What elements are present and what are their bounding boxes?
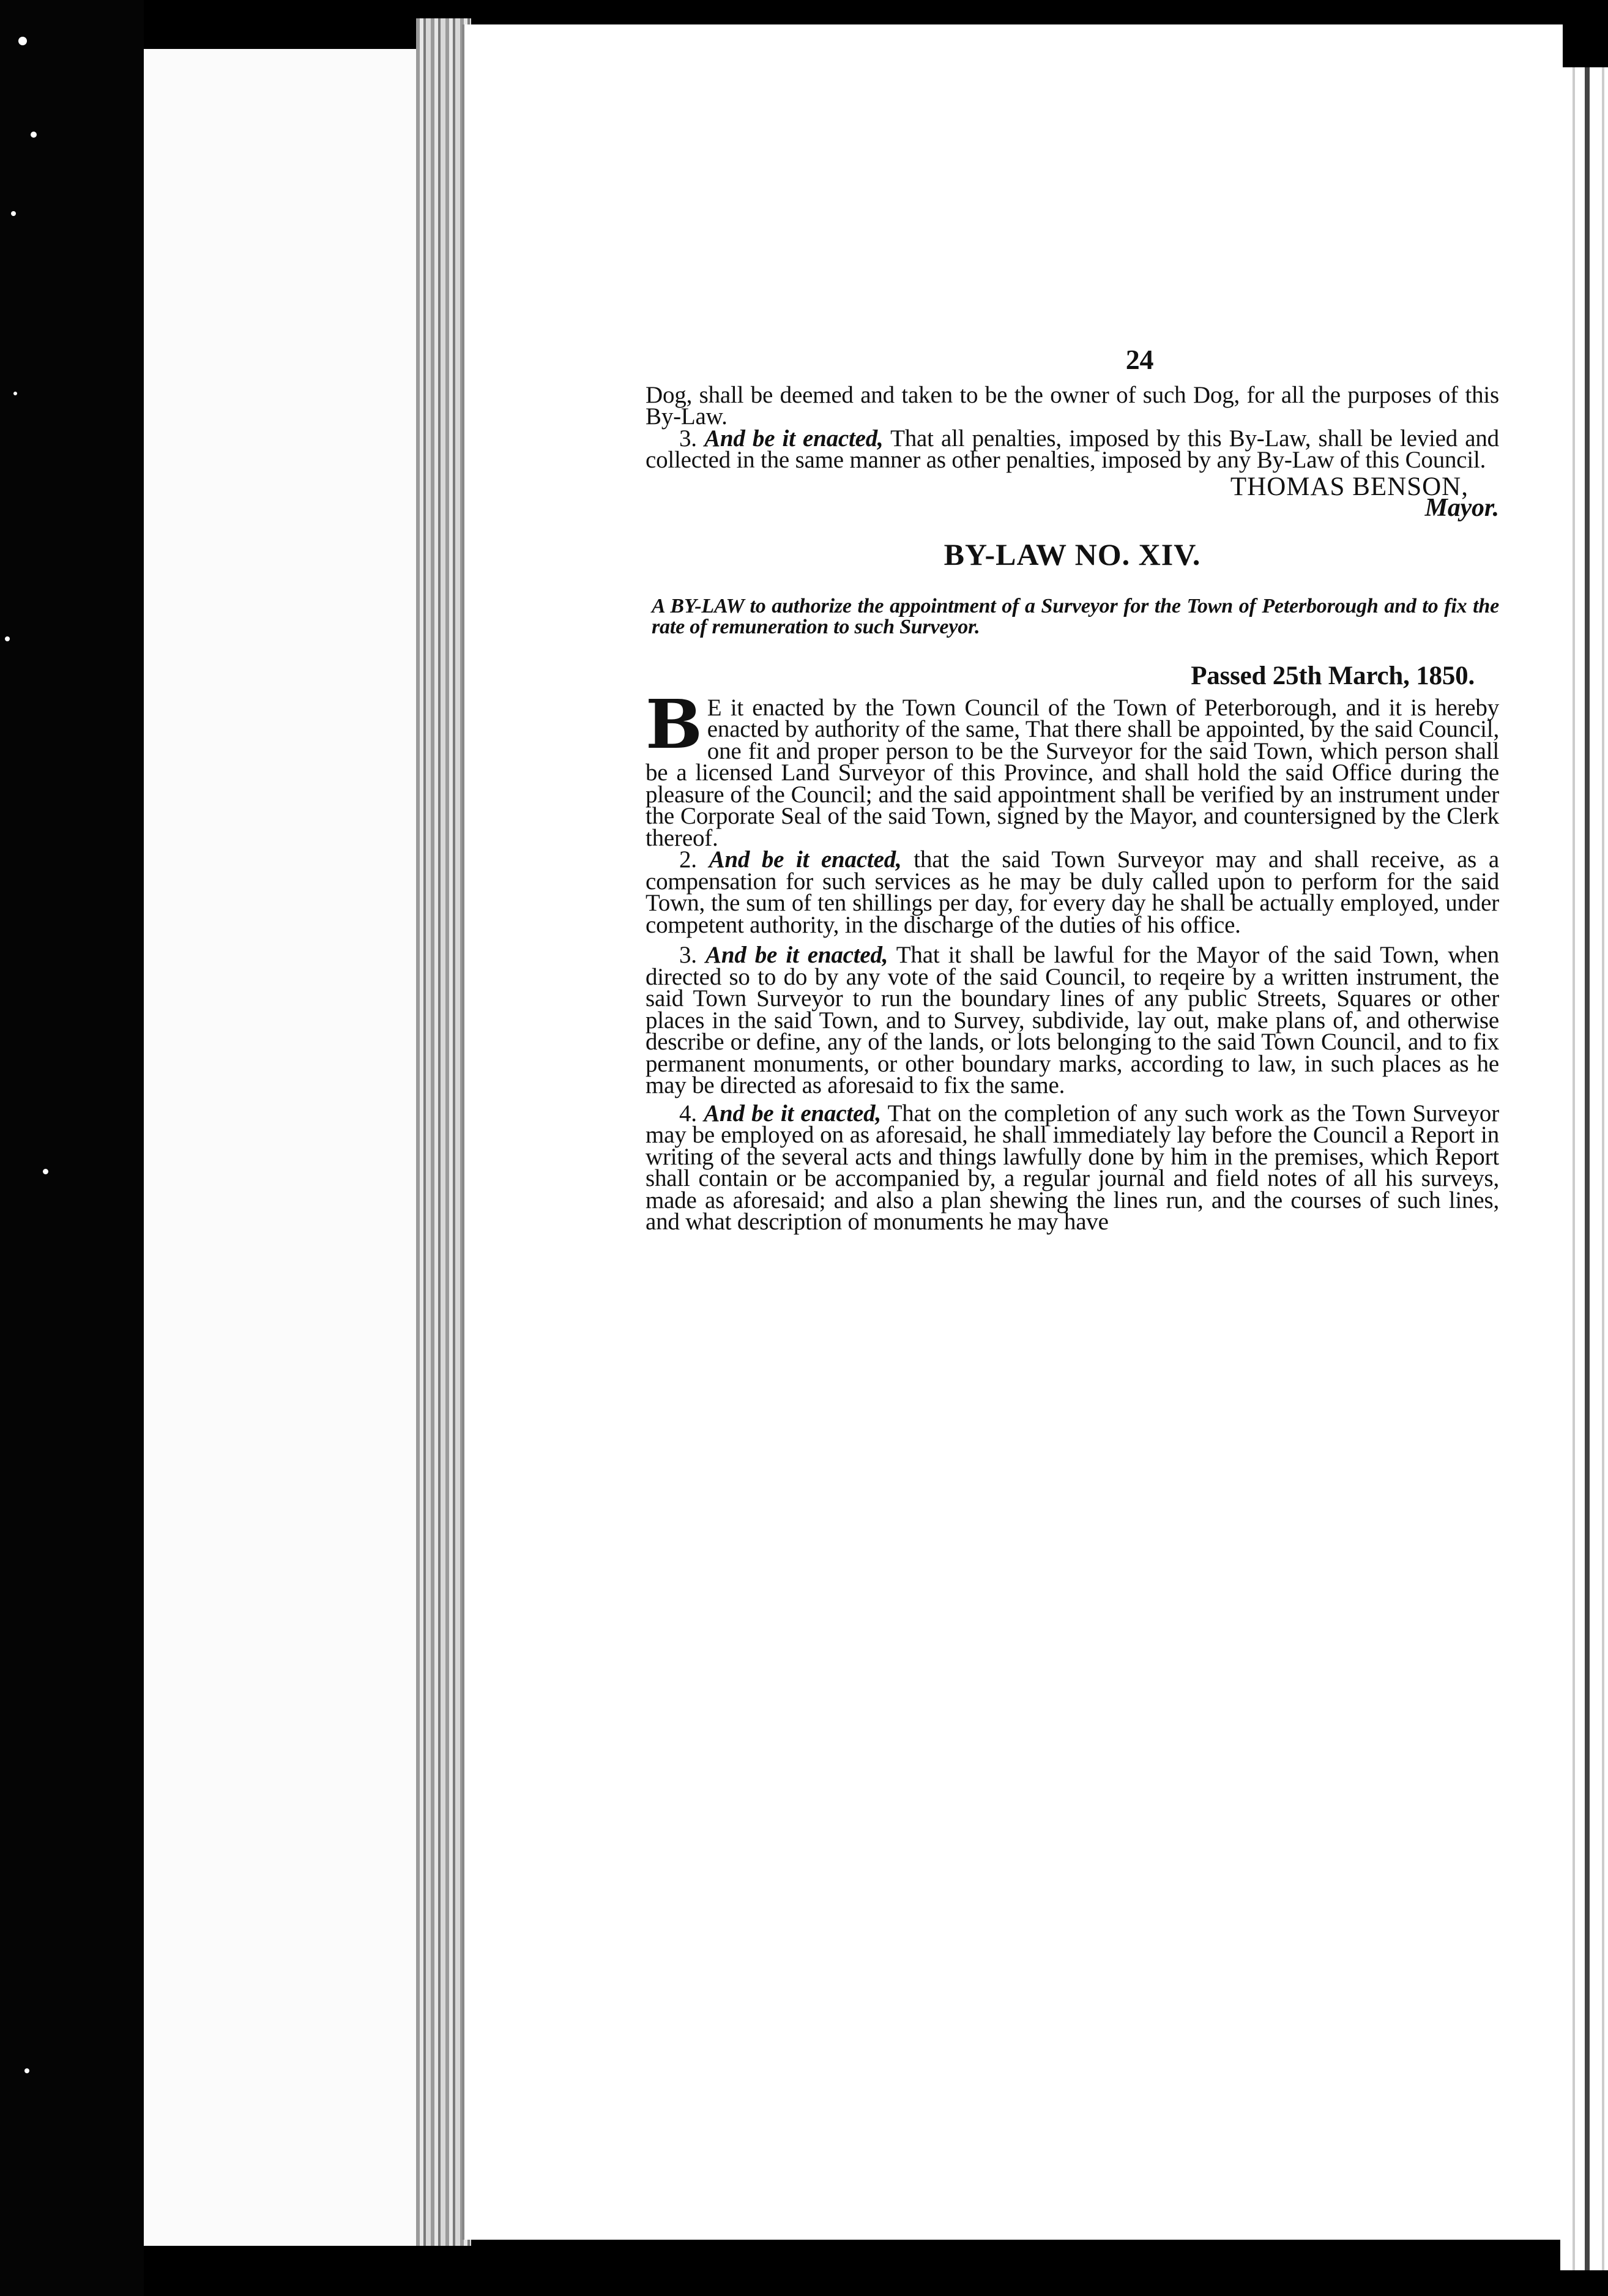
section-2: [646, 846, 1499, 938]
section-3: [646, 944, 1499, 1097]
enacting-phrase: And be it enacted,: [705, 942, 888, 968]
enacting-phrase: And be it enacted,: [709, 846, 902, 873]
section-text: That on the completion of any such work as the Town Surveyor may be employed on as aforesaid, he shall immediately lay before the Council a Report in writing of the several acts and things lawfully done by him in the premises, which Report shall contain or be accompanied by, a regular journal and field notes of all his surveys, made as aforesaid; and also a plan shewing the lines run, and the courses of such lines, and what description of monuments he may have: [646, 1100, 1499, 1235]
page-number: 24: [1125, 344, 1154, 375]
bylaw-heading: BY-LAW NO. XIV.: [944, 537, 1201, 572]
page-text: [646, 344, 1499, 1235]
drop-cap: B: [646, 684, 702, 764]
section-text: that the said Town Surveyor may and shall receive, as a compensation for such services as he may be duly called upon to perform for the said Town, the sum of ten shillings per day, for every day he shall be actually employed, under competent authority, in the discharge of the duties of his office.: [646, 846, 1499, 938]
section-4: [646, 1100, 1499, 1235]
signature-name: THOMAS BENSON,: [1230, 472, 1468, 501]
section-number: 3.: [679, 425, 697, 452]
facing-page: [144, 49, 427, 2246]
enacting-phrase: And be it enacted,: [704, 425, 884, 452]
section-number: 3.: [679, 942, 697, 968]
page-edge-right: [1560, 67, 1608, 2270]
section-text: That all penalties, imposed by this By-Law, shall be levied and collected in the same manner as other penalties, imposed by any By-Law of this Council.: [646, 425, 1499, 473]
paragraph-continued: Dog, shall be deemed and taken to be the owner of such Dog, for all the purposes of this By-Law.: [646, 381, 1499, 430]
section-1: [646, 684, 1499, 851]
bylaw-caption: A BY-LAW to authorize the appointment of a Surveyor for the Town of Peterborough and to fix the rate of remuneration to such Surveyor.: [652, 595, 1499, 638]
section-number: 4.: [679, 1100, 697, 1127]
section-number: 2.: [679, 846, 697, 873]
scan-border-left: [0, 0, 144, 2296]
section-3-penalties: [646, 425, 1499, 473]
section-text: E it enacted by the Town Council of the Town of Peterborough, and it is hereby enacted by authority of the same, That there shall be appointed, by the said Council, one fit and proper person to be the Surveyor for the said Town, which person shall be a licensed Land Surveyor of this Province, and shall hold the said Office during the pleasure of the Council; and the said appointment shall be verified by an instrument under the Corporate Seal of the said Town, signed by the Mayor, and countersigned by the Clerk thereof.: [646, 694, 1499, 851]
enacting-phrase: And be it enacted,: [704, 1100, 882, 1127]
section-text: That it shall be lawful for the Mayor of the said Town, when directed so to do by any vote of the said Council, to reqeire by a written instrument, the said Town Surveyor to run the boundary lines of any public Streets, Squares or other places in the said Town, and to Survey, subdivide, lay out, make plans of, and otherwise describe or define, any of the lands, or lots belonging to the said Town Council, and to fix permanent monuments, or other boundary marks, according to law, in such places as he may be directed as aforesaid to fix the same.: [646, 942, 1499, 1098]
signature-title: Mayor.: [1424, 494, 1499, 522]
passed-date: Passed 25th March, 1850.: [1191, 662, 1475, 690]
